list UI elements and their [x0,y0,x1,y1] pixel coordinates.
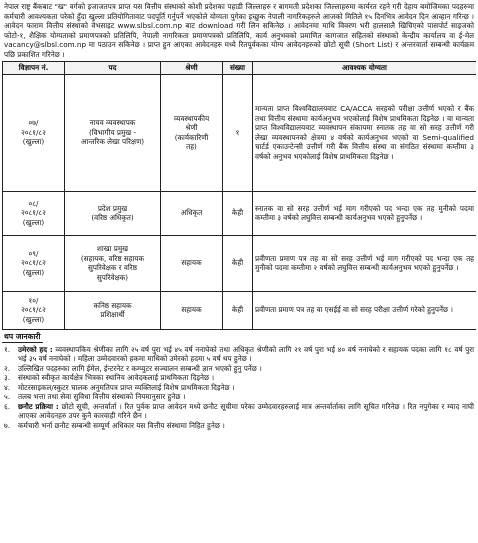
item-text: उल्लिखित पदहरुका लागि ईमेल, ईन्टरनेट र कम्प्युटर सञ्चालन सम्बन्धी ज्ञान भएको हुनु पर्नेछ । [18,363,262,373]
header-level: श्रेणी [161,62,223,75]
count-cell: १ [223,74,253,191]
item-number: ६. [4,401,11,411]
level-cell: सहायक [161,291,223,329]
list-item [4,421,474,431]
intro-paragraph: नेपाल राष्ट्र बैंकबाट "ख" वर्गको इजाजतपत्र प्राप्त यस वित्तीय संस्थाको कोशी प्रदेशका पहाडी जिल्लाहरु र बागमती प्रदेशका जिल्लाहरुमा कार्यरत रहने गरी देहाय बमोजिमका पदहरुमा कर्मचारी आवश्यकता परेको हुँदा खुल्ला प्रतियोगितावाट पदपूर्ति गर्नुपर्ने भएकोले योग्यता पुगेका इच्छुक नेपाली नागरिकहरुले आजको मितिले १५ दिनभित्र आवेदन दिन आव्हान गरिन्छ । आवेदन फाराम वित्तीय संस्थाको वेभसाइट www.slbsl.com.np बाट download गरी लिन सकिनेछ । आवेदनमा माथि विवरण भरी हालसालै खिचिएको पासपोर्ट साइजको फोटो-१, शैक्षिक योग्यताको प्रमाणपत्रको प्रतिलिपि, नेपाली नागरिकता प्रमाणपत्रको प्रतिलिपि, कार्य अनुभवको प्रमाणित कागजात सहितको संस्थाको केन्द्रीय कार्यालय वा ई-मेल vacancy@slbsl.com.np मा पठाउन सकिनेछ । प्राप्त हुन आएका आवेदनहरु मध्ये रितपूर्वकका योग्य आवेदनहरुको छोटो सूची (Short List) र अन्तरवार्ता सम्बन्धी कार्यक्रम पछि प्रकाशित गरिनेछ । [4,2,474,59]
post-cell: नायव व्यवस्थापक (विभागीय प्रमुख - आन्तरिक लेखा परिक्षण) [65,74,161,191]
item-text: तलब भत्ता तथा सेवा सुविधा वित्तीय संस्थाको नियमानुसार हुनेछ । [18,392,186,402]
count-cell: केही [223,291,253,329]
list-item [4,402,474,421]
list-item [4,383,474,393]
qualification-cell: प्रवीणता प्रमाण पत्र तह वा एसईई वा सो सरह परीक्षा उत्तीर्ण गरेको हुनुपर्नेछ । [253,291,477,329]
list-item [4,392,474,402]
count-cell: केही [223,235,253,291]
item-lead: छनौट प्रक्रिया : [18,401,59,411]
item-text: संस्थाको स्वीकृत कार्यक्षेत्र भित्रका स्थानिय आवेदकलाई प्राथमिकता दिइनेछ । [18,373,215,383]
item-number: २. [4,363,11,373]
header-qualification: आवश्यक योग्यता [253,62,477,75]
list-item [4,345,474,364]
additional-info-title: थप जानकारी [2,332,43,343]
level-cell: अधिकृत [161,191,223,235]
level-cell: सहायक [161,235,223,291]
item-number: ३. [4,373,11,383]
item-text: छोटो सूची, अन्तर्वार्ता । रित पुर्वक प्राप्त आवेदन मध्ये छनौट सूचीमा परेका उम्मेदवारहरुलाई मात्र अन्तर्वार्ताका लागि सूचित गरिनेछ । रित नपुगेका र म्याद नाघी आएका आवेदनहरु उपर कुनै कारवाही गरिने छैन । [18,401,474,421]
ad-number-cell: ०९/ २०८१/८२ (खुल्ला) [3,235,65,291]
post-cell: प्रदेश प्रमुख (वरिष्ठ अधिकृत) [65,191,161,235]
table-row [3,191,477,235]
table-header-row [3,62,477,75]
level-cell: व्यवस्थापकीय श्रेणी (कार्यकारिणी तह) [161,74,223,191]
item-number: १. [4,344,11,354]
qualification-cell: मान्यता प्राप्त विश्वविद्यालयवाट CA/ACCA सरहको परीक्षा उत्तीर्ण भएको र बैंक तथा वित्तीय संस्थामा कार्यअनुभव भएकोलाई विशेष प्राथमिकता दिइनेछ । वा मान्यता प्राप्त विश्वविद्यालयवाट व्यवस्थापन संकायमा स्नातक तह वा सो सरह उत्तीर्ण गरी लेखा व्यवस्थापनको क्षेत्रमा ४ वर्षको कार्यअनुभव भएको वा Semi-qualified चार्टर्ड एकाउन्टेन्सी उत्तीर्ण गरी बैंक वित्तीय संस्था वा संगठित संस्थामा कम्तीमा ३ वर्षको अनुभव भएकोलाई विशेष प्राथमिकता दिइनेछ । [253,74,477,191]
header-ad-number: विज्ञापन नं. [3,62,65,75]
list-item [4,364,474,374]
post-cell: शाखा प्रमुख (सहायक, वरिष्ठ सहायक सुपरिवेक्षक र वरिष्ठ सुपरिवेक्षक) [65,235,161,291]
ad-number-cell: ०७/ २०८१/८२ (खुल्ला) [3,74,65,191]
header-post: पद [65,62,161,75]
item-number: ४. [4,382,11,392]
vacancy-notice [2,2,476,541]
ad-number-cell: ०८/ २०८१/८२ (खुल्ला) [3,191,65,235]
table-row [3,291,477,329]
ad-number-cell: १०/ २०८१/८२ (खुल्ला) [3,291,65,329]
terms-list [2,345,476,431]
vacancy-table [2,61,476,330]
post-cell: कनिष्ठ सहायक प्रशिक्षार्थी [65,291,161,329]
list-item [4,373,474,383]
qualification-cell: स्नातक वा सो सरह उत्तीर्ण भई माग गरीएको पद भन्दा एक तह मुनीको पदमा कम्तीमा ३ वर्षको लघुवित्त सम्बन्धी कार्यअनुभव भएको हुनुपर्नेछ । [253,191,477,235]
item-text: व्यवस्थापकिय श्रेणीका लागि २५ वर्ष पुरा भई ४५ वर्ष ननाघेको तथा अधिकृत श्रेणीको लागि २१ वर्ष पुरा भई ४० वर्ष ननाघेको र सहायक पदका लागि १८ वर्ष पुरा भई ३५ वर्ष ननाघेको । महिला उम्मेदवारको हकमा माथिको उमेरको हदमा ५ वर्ष थप हुनेछ । [18,344,474,364]
item-number: ५. [4,392,11,402]
item-text: कर्मचारी भर्ना छनौट सम्बन्धी सम्पूर्ण अधिकार यस वित्तीय संस्थामा निहित हुनेछ । [18,420,225,430]
item-lead: उमेरको हद : [18,344,53,354]
item-text: मोटरसाइकल/स्कुटर चालक अनुमतिपत्र प्राप्त व्यक्तिलाई विशेष प्राथमिकता दिइनेछ । [18,382,235,392]
table-row [3,74,477,191]
qualification-cell: प्रवीणता प्रमाण पत्र तह वा सो सरह उत्तीर्ण भई माग गरीएको पद भन्दा एक तह मुनीको पदमा कम्तीमा २ वर्षको लघुवित्त सम्बन्धी कार्यअनुभव भएको हुनुपर्नेछ । [253,235,477,291]
table-row [3,235,477,291]
count-cell: केही [223,191,253,235]
header-count: संख्या [223,62,253,75]
item-number: ७. [4,420,11,430]
